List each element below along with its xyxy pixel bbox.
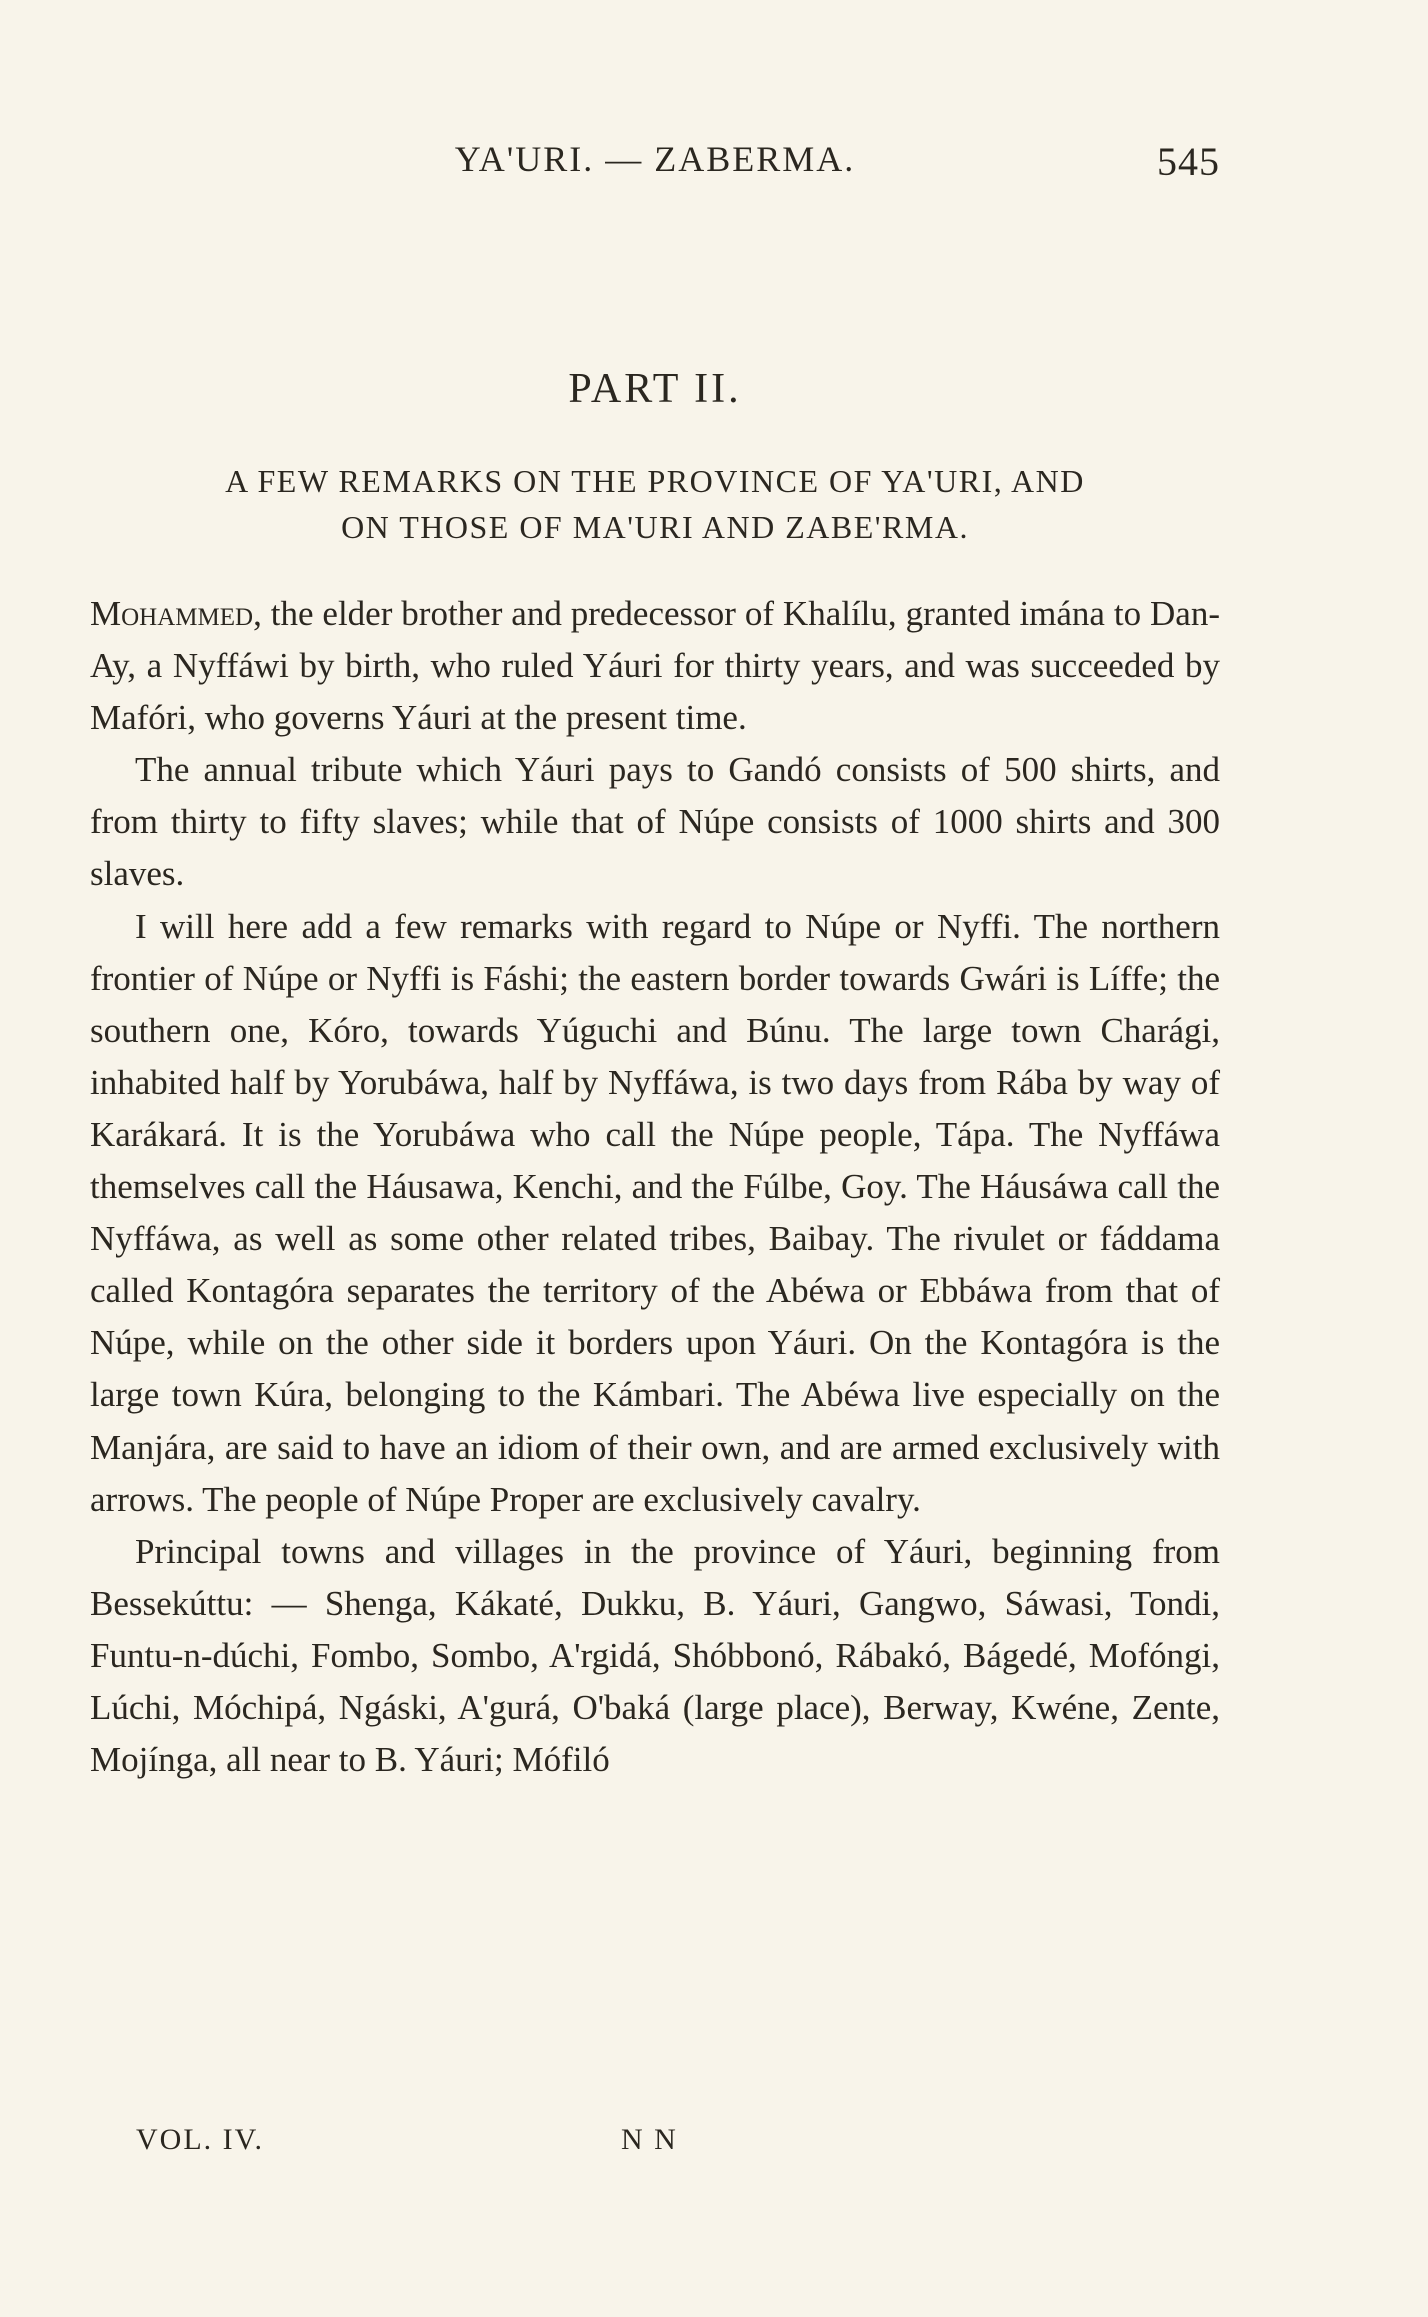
paragraph-3: I will here add a few remarks with regard to Núpe or Nyffi. The northern frontier of Núpe or Nyffi is Fáshi; the eastern border towards Gwári is Líffe; the southern one, Kóro, towards Yúguchi and Búnu. The large town Charági, inhabited half by Yorubáwa, half by Nyffáwa, is two days from Rába by way of Karákará. It is the Yorubáwa who call the Núpe people, Tápa. The Nyffáwa themselves call the Háusawa, Kenchi, and the Fúlbe, Goy. The Háusáwa call the Nyffáwa, as well as some other related tribes, Baibay. The rivulet or fáddama called Kontagóra separates the territory of the Abéwa or Ebbáwa from that of Núpe, while on the other side it borders upon Yáuri. On the Kontagóra is the large town Kúra, belonging to the Kámbari. The Abéwa live especially on the Manjára, are said to have an idiom of their own, and are armed exclusively with arrows. The people of Núpe Proper are exclusively cavalry. <box>90 906 1220 1519</box>
signature-mark: N N <box>621 2123 678 2156</box>
paragraph-1 <box>90 588 1220 744</box>
subtitle-line-1: A FEW REMARKS ON THE PROVINCE OF YA'URI, AND <box>225 463 1085 499</box>
part-heading: PART II. <box>568 366 742 412</box>
section-subtitle <box>90 458 1220 550</box>
subtitle-line-2: ON THOSE OF MA'URI AND ZABE'RMA. <box>341 509 969 545</box>
page-footer <box>136 2123 836 2163</box>
volume-label: VOL. IV. <box>136 2123 264 2156</box>
paragraph-2: The annual tribute which Yáuri pays to Gandó consists of 500 shirts, and from thirty to fifty slaves; while that of Núpe consists of 1000 shirts and 300 slaves. <box>90 750 1220 894</box>
running-head <box>90 138 1220 188</box>
paragraph-4: Principal towns and villages in the province of Yáuri, beginning from Bessekúttu: — Shenga, Kákaté, Dukku, B. Yáuri, Gangwo, Sáwasi, Tondi, Funtu-n-dúchi, Fombo, Sombo, A'rgidá, Shóbbonó, Rábakó, Bágedé, Mofóngi, Lúchi, Móchipá, Ngáski, A'gurá, O'baká (large place), Berway, Kwéne, Zente, Mojínga, all near to B. Yáuri; Mófiló <box>90 1531 1220 1780</box>
running-title: YA'URI. — ZABERMA. <box>454 139 856 179</box>
paragraph-1-text: , the elder brother and predecessor of Khalílu, granted imána to Dan-Ay, a Nyffáwi by birth, who ruled Yáuri for thirty years, and was succeeded by Mafóri, who governs Yáuri at the present time. <box>90 594 1220 738</box>
page-number: 545 <box>1157 139 1220 184</box>
body-text <box>90 588 1220 1786</box>
paragraph-1-lead: Mohammed <box>90 594 254 633</box>
